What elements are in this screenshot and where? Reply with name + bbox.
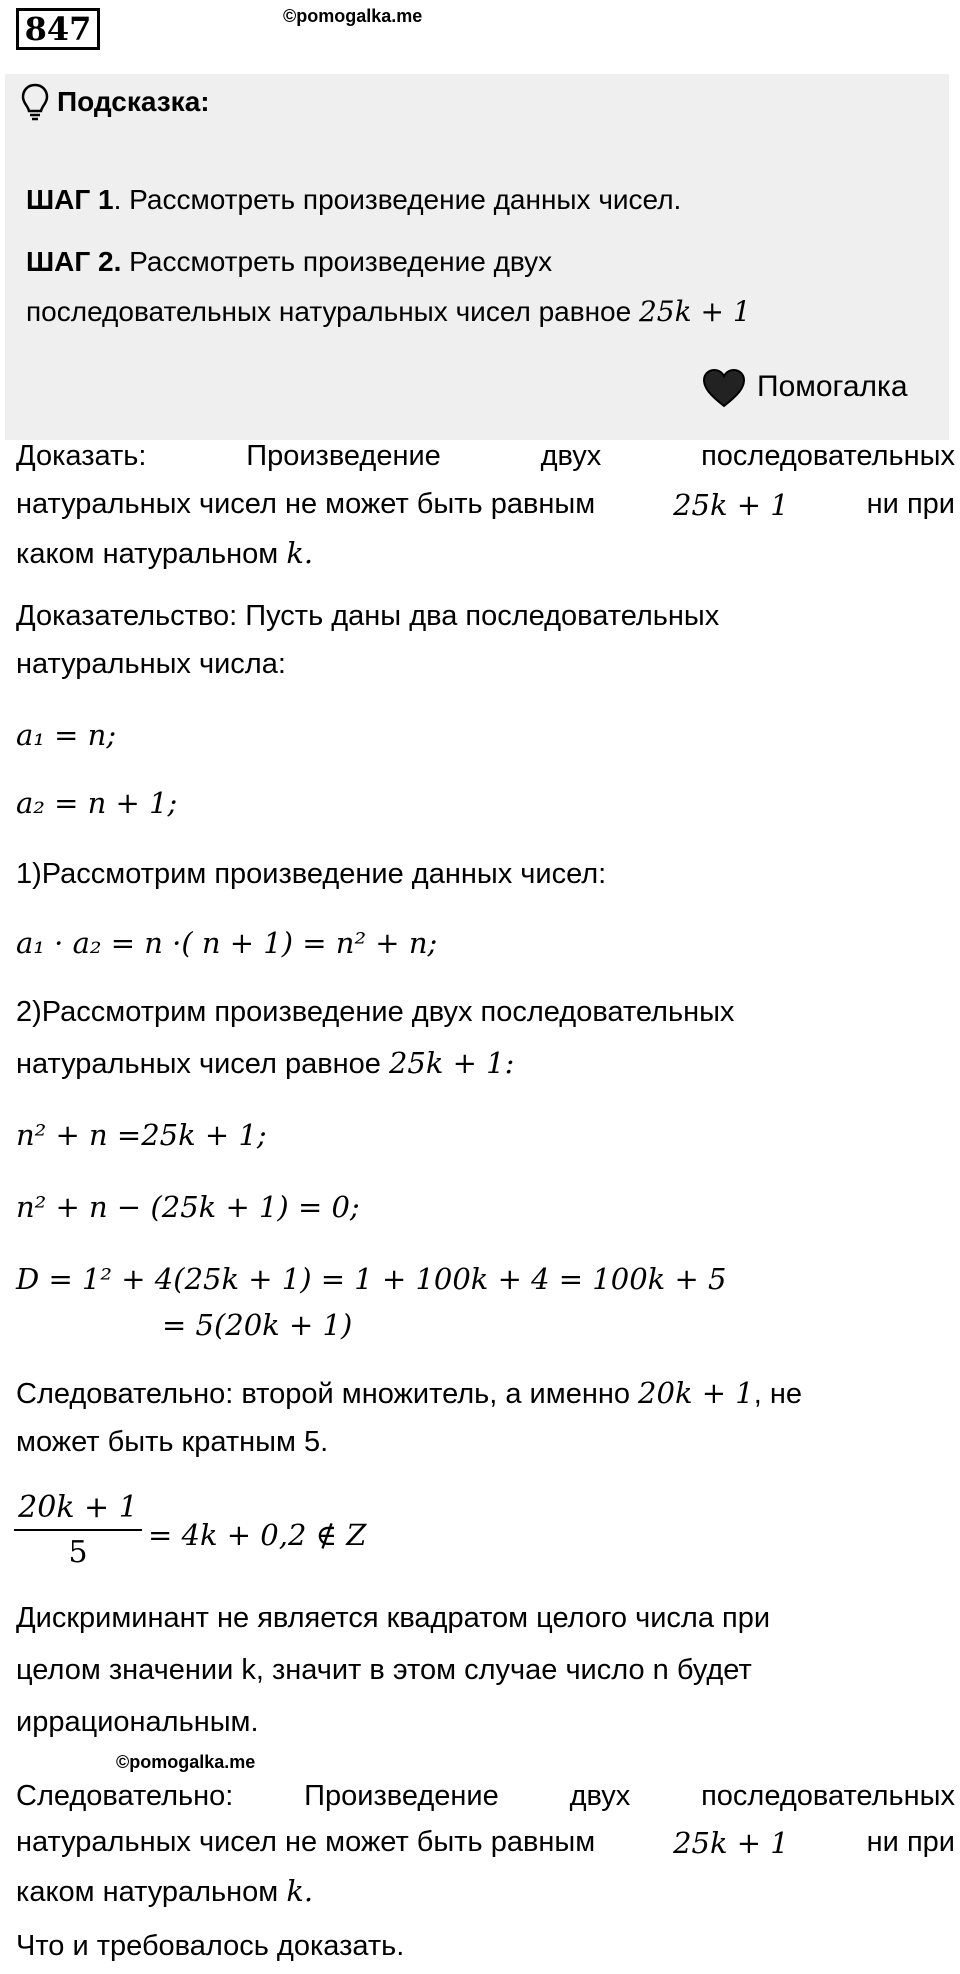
text: , не (753, 1378, 802, 1410)
word: последовательных (701, 1780, 955, 1812)
step-1-label: ШАГ 1 (26, 184, 114, 215)
eq-a1: a₁ = n; (16, 718, 117, 752)
discriminant-line-1: D = 1² + 4(25k + 1) = 1 + 100k + 4 = 100k + 5 (16, 1262, 727, 1296)
text: каком натуральном (16, 538, 279, 570)
fraction (14, 1490, 142, 1570)
text: каком натуральном (16, 1876, 279, 1908)
text: натуральных чисел не может быть равным (16, 488, 596, 520)
fraction-result: = 4k + 0,2 ∉ Z (148, 1518, 367, 1552)
step-2-label: ШАГ 2. (26, 246, 122, 277)
discriminant-text-1: Дискриминант не является квадратом целого числа при (16, 1602, 771, 1634)
eq-product: a₁ · a₂ = n ·( n + 1) = n² + n; (16, 926, 438, 960)
step-2-heading-1: 2)Рассмотрим произведение двух последовательных (16, 996, 735, 1028)
word: Произведение (304, 1780, 499, 1812)
step-2-math: 25k + 1 (638, 295, 751, 328)
discriminant-text-3: иррациональным. (16, 1706, 259, 1738)
prove-line-2 (16, 488, 955, 522)
lightbulb-icon (20, 82, 50, 122)
step-1-heading: 1)Рассмотрим произведение данных чисел: (16, 858, 607, 890)
conclusion-line-2 (16, 1826, 955, 1860)
conclusion-line-1 (16, 1780, 955, 1813)
hint-step-2 (26, 246, 552, 278)
fraction-denominator: 5 (68, 1535, 88, 1570)
proof-line-2: натуральных числа: (16, 648, 286, 680)
word: Следовательно: (16, 1780, 234, 1812)
math: 25k + 1: (388, 1046, 515, 1080)
step-2-text: Рассмотреть произведение двух (121, 246, 553, 277)
text: Следовательно: второй множитель, а именно (16, 1378, 630, 1410)
math: 25k + 1 (673, 488, 789, 522)
problem-number: 847 (16, 8, 100, 50)
hint-step-1 (26, 184, 681, 216)
word: двух (569, 1780, 631, 1812)
eq-2: n² + n − (25k + 1) = 0; (16, 1190, 360, 1224)
discriminant-text-2: целом значении k, значит в этом случае число n будет (16, 1654, 752, 1686)
hint-title: Подсказка: (57, 86, 210, 117)
text: натуральных чисел не может быть равным (16, 1826, 596, 1858)
proof-line-1: Доказательство: Пусть даны два последовательных (16, 600, 720, 632)
math: 20k + 1 (638, 1376, 754, 1410)
eq-1: n² + n =25k + 1; (16, 1118, 267, 1152)
consequence-line-2: может быть кратным 5. (16, 1426, 329, 1458)
word: Произведение (246, 440, 441, 472)
word: двух (540, 440, 602, 472)
math: k. (286, 536, 314, 570)
word: Доказать: (16, 440, 147, 472)
text: ни при (866, 1826, 955, 1858)
math: k. (286, 1874, 314, 1908)
watermark-2: ©pomogalka.me (116, 1752, 256, 1772)
eq-a2: a₂ = n + 1; (16, 786, 178, 820)
step-2-text-line2: последовательных натуральных чисел равное (26, 296, 632, 327)
step-1-text: . Рассмотреть произведение данных чисел. (113, 184, 682, 215)
prove-line-3 (16, 536, 313, 571)
hint-step-2-line2 (26, 295, 751, 328)
prove-line-1 (16, 440, 955, 473)
heart-icon (702, 368, 746, 408)
watermark: ©pomogalka.me (283, 6, 423, 26)
fraction-numerator: 20k + 1 (14, 1490, 142, 1531)
text: ни при (866, 488, 955, 520)
word: последовательных (701, 440, 955, 472)
step-2-heading-2 (16, 1046, 514, 1081)
conclusion-line-3 (16, 1874, 313, 1909)
math: 25k + 1 (673, 1826, 789, 1860)
final-line: Что и требовалось доказать. (16, 1930, 405, 1962)
consequence-line-1 (16, 1376, 802, 1411)
text: натуральных чисел равное (16, 1048, 381, 1080)
brand-label: Помогалка (757, 370, 908, 403)
discriminant-line-2: = 5(20k + 1) (162, 1308, 353, 1342)
